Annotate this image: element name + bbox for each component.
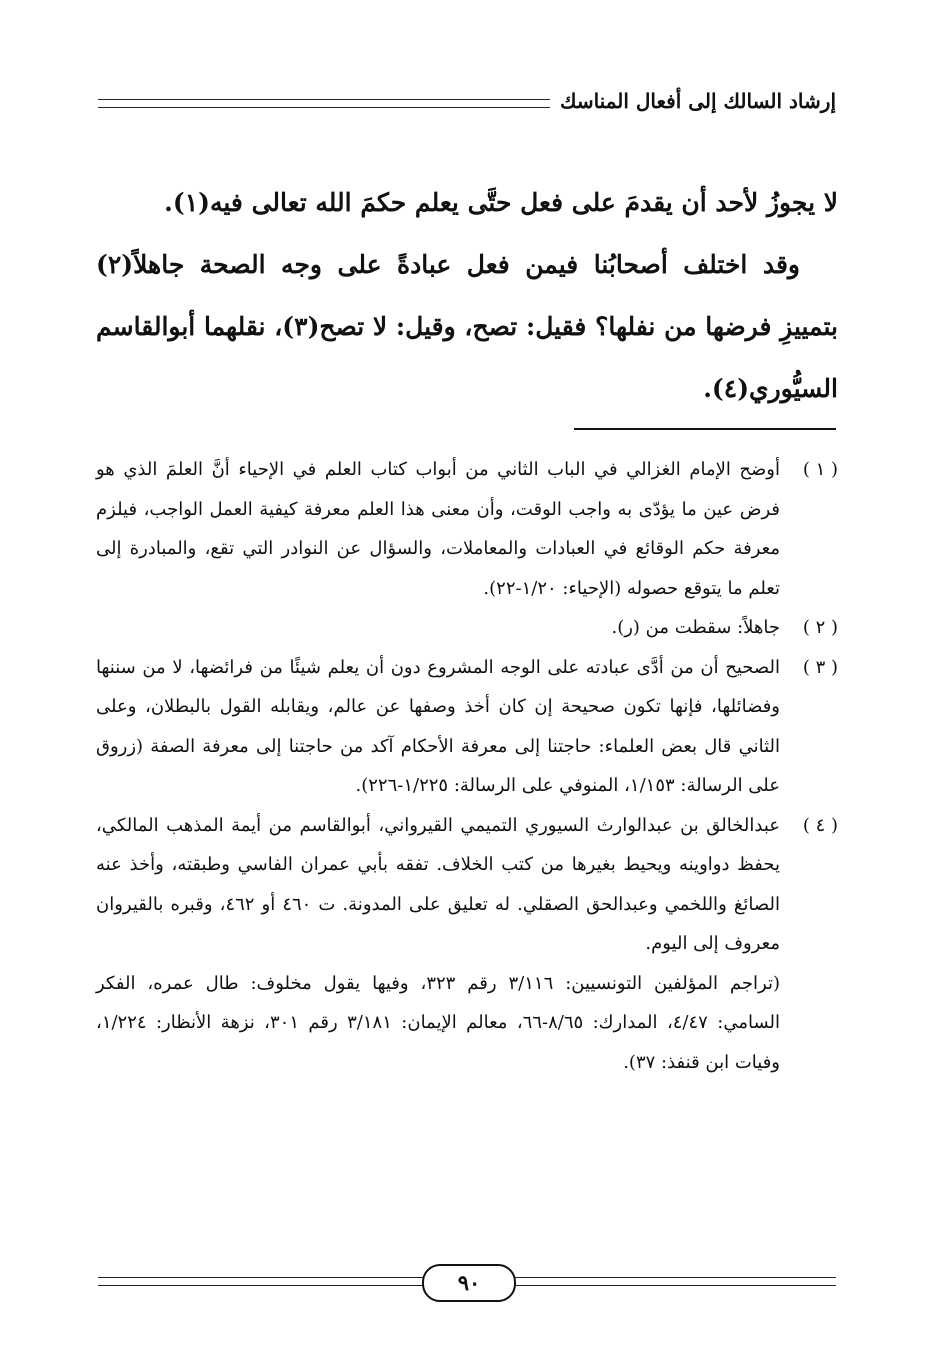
footnote-4 [96,806,838,964]
paragraph-2: وقد اختلف أصحابُنا فيمن فعل عبادةً على وجه الصحة جاهلاً(٢) بتمييزِ فرضها من نفلها؟ فقيل: تصح، وقيل: لا تصح(٣)، نقلهما أبوالقاسم السيُّوري(٤). [96,250,839,403]
running-header [98,86,836,116]
paragraph-1: لا يجوزُ لأحد أن يقدمَ على فعل حتَّى يعلم حكمَ الله تعالى فيه(١). [164,188,838,217]
main-text [96,172,838,420]
footnote-number: ( ٤ ) [802,814,838,836]
footnote-3 [96,648,838,806]
book-title: إرشاد السالك إلى أفعال المناسك [559,89,836,113]
footnote-number: ( ٢ ) [802,617,838,638]
header-double-rule [98,99,550,108]
page-number: ٩٠ [422,1264,516,1302]
footnote-text: أوضح الإمام الغزالي في الباب الثاني من أبواب كتاب العلم في الإحياء أنَّ العلمَ الذي هو فرض عين ما يؤدّى به واجب الوقت، وأن معنى هذا العلم معرفة كيفية العمل الواجب، فيلزم معرفة حكم الوقائع في العبادات والمعاملات، والسؤال عن النوادر التي تقع، والمبادرة إلى تعلم ما يتوقع حصوله (الإحياء: ١/٢٠-٢٢). [96,459,780,599]
footnote-4-sources: (تراجم المؤلفين التونسيين: ٣/١١٦ رقم ٣٢٣، وفيها يقول مخلوف: طال عمره، الفكر السامي: ٤/٤٧، المدارك: ٨/٦٥-٦٦، معالم الإيمان: ٣/١٨١ رقم ٣٠١، نزهة الأنظار: ١/٢٢٤، وفيات ابن قنفذ: ٣٧). [96,972,780,1073]
footnote-number: ( ٣ ) [802,656,838,678]
page-footer [98,1262,836,1302]
footnote-text: عبدالخالق بن عبدالوارث السيوري التميمي القيرواني، أبوالقاسم من أيمة المذهب المالكي، يحفظ دواوينه ويحيط بغيرها من كتب الخلاف. تفقه بأبي عمران الفاسي وطبقته، وأخذ عنه الصائغ واللخمي وعبدالحق الصقلي. له تعليق على المدونة. ت ٤٦٠ أو ٤٦٢، وقبره بالقيروان معروف إلى اليوم. [96,814,781,954]
footnotes [96,450,838,1082]
footnote-text: جاهلاً: سقطت من (ر). [611,617,780,638]
footnote-1 [96,450,838,608]
footnote-2 [96,608,838,648]
footnote-separator [574,428,836,430]
footnote-number: ( ١ ) [802,459,838,480]
footnote-text: الصحيح أن من أدَّى عبادته على الوجه المشروع دون أن يعلم شيئًا من فرائضها، لا من سننها وفضائلها، فإنها تكون صحيحة إن كان أخذ وصفها عن عالم، ويقابله القول بالبطلان، وعلى الثاني قال بعض العلماء: حاجتنا إلى معرفة الأحكام آكد من حاجتنا إلى معرفة الصفة (زروق على الرسالة: ١/١٥٣، المنوفي على الرسالة: ١/٢٢٥-٢٢٦). [96,656,780,796]
